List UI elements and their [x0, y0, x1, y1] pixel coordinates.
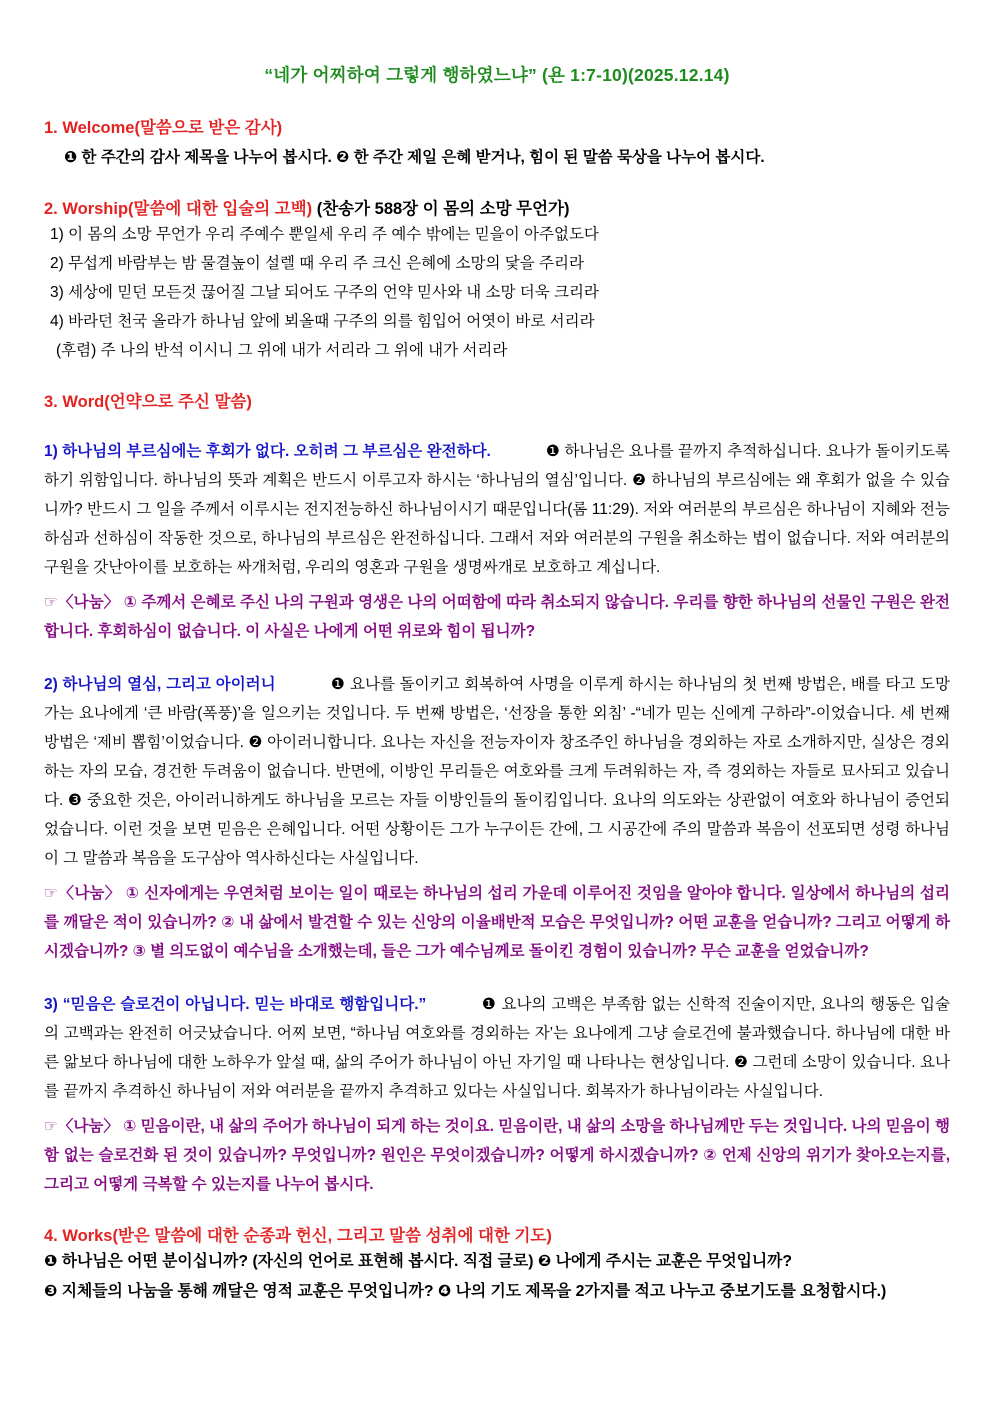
word-point-3-heading: 3) “믿음은 슬로건이 아닙니다. 믿는 바대로 행함입니다.” — [44, 996, 427, 1013]
welcome-body: ❶ 한 주간의 감사 제목을 나누어 봅시다. ❷ 한 주간 제일 은혜 받거나, 힘이 된 말씀 묵상을 나누어 봅시다. — [64, 149, 765, 166]
hymn-refrain: (후렴) 주 나의 반석 이시니 그 위에 내가 서리라 그 위에 내가 서리라 — [56, 342, 508, 359]
section-word — [44, 391, 950, 1199]
word-point-2-body: ❶ 요나를 돌이키고 회복하여 사명을 이루게 하시는 하나님의 첫 번째 방법은, 배를 타고 도망가는 요나에게 ‘큰 바람(폭풍)’을 일으키는 것입니다. 두 번째 방법은, ‘선장을 통한 외침’ -“네가 믿는 신에게 구하라”-이었습니다. 세 번째 방법은 ‘제비 뽑힘’이었습니다. ❷ 아이러니합니다. 요나는 자신을 전능자이자 창조주인 하나님을 경외하는 자로 소개하지만, 실상은 경외하는 자의 모습, 경건한 두려움이 없습니다. 반면에, 이방인 무리들은 여호와를 크게 두려워하는 자, 즉 경외하는 자들로 묘사되고 있습니다. ❸ 중요한 것은, 아이러니하게도 하나님을 모르는 자들 이방인들의 돌이킴입니다. 요나의 의도와는 상관없이 여호와 하나님이 증언되었습니다. 이런 것을 보면 믿음은 은혜입니다. 어떤 상황이든 그가 누구이든 간에, 그 시공간에 주의 말씀과 복음이 선포되면 성령 하나님이 그 말씀과 복음을 도구삼아 역사하신다는 사실입니다. — [44, 676, 950, 867]
section-welcome — [44, 117, 950, 172]
word-point-2 — [44, 670, 950, 873]
word-point-1-heading: 1) 하나님의 부르심에는 후회가 없다. 오히려 그 부르심은 완전하다. — [44, 443, 491, 460]
worship-heading — [44, 198, 950, 220]
works-heading: 4. Works(받은 말씀에 대한 순종과 헌신, 그리고 말씀 성취에 대한 기도) — [44, 1227, 552, 1245]
hymn-verse-1: 1) 이 몸의 소망 무언가 우리 주예수 뿐일세 우리 주 예수 밖에는 믿을이 아주없도다 — [50, 226, 599, 243]
word-point-2-sharing: ☞〈나눔〉 ① 신자에게는 우연처럼 보이는 일이 때로는 하나님의 섭리 가운데 이루어진 것임을 알아야 합니다. 일상에서 하나님의 섭리를 깨달은 적이 있습니까? ② 내 삶에서 발견할 수 있는 신앙의 이율배반적 모습은 무엇입니까? 어떤 교훈을 얻습니까? 그리고 어떻게 하시겠습니까? ③ 별 의도없이 예수님을 소개했는데, 들은 그가 예수님께로 돌이킨 경험이 있습니까? 무슨 교훈을 얻었습니까? — [44, 885, 950, 960]
word-point-3 — [44, 990, 950, 1106]
welcome-heading: 1. Welcome(말씀으로 받은 감사) — [44, 119, 283, 137]
word-point-2-heading: 2) 하나님의 열심, 그리고 아이러니 — [44, 676, 276, 693]
page-title: “네가 어찌하여 그렇게 행하였느냐” (욘 1:7-10)(2025.12.14) — [264, 65, 730, 85]
works-line-2: ❸ 지체들의 나눔을 통해 깨달은 영적 교훈은 무엇입니까? ❹ 나의 기도 제목을 2가지를 적고 나누고 중보기도를 요청합시다.) — [44, 1283, 887, 1300]
hymn-name: (찬송가 588장 이 몸의 소망 무언가) — [312, 200, 570, 218]
word-point-1-sharing: ☞〈나눔〉 ① 주께서 은혜로 주신 나의 구원과 영생은 나의 어떠함에 따라 취소되지 않습니다. 우리를 향한 하나님의 선물인 구원은 완전합니다. 후회하심이 없습니다. 이 사실은 나에게 어떤 위로와 힘이 됩니까? — [44, 594, 950, 640]
word-point-3-sharing: ☞〈나눔〉 ① 믿음이란, 내 삶의 주어가 하나님이 되게 하는 것이요. 믿음이란, 내 삶의 소망을 하나님께만 두는 것입니다. 나의 믿음이 행함 없는 슬로건화 된 것이 있습니까? 무엇입니까? 원인은 무엇이겠습니까? 어떻게 하시겠습니까? ② 언제 신앙의 위기가 찾아오는지를, 그리고 어떻게 극복할 수 있는지를 나누어 봅시다. — [44, 1118, 950, 1193]
section-works — [44, 1225, 950, 1307]
hymn-verse-4: 4) 바라던 천국 올라가 하나님 앞에 뵈올때 구주의 의를 힘입어 어엿이 바로 서리라 — [50, 313, 595, 330]
section-worship — [44, 198, 950, 365]
hymn-verse-2: 2) 무섭게 바람부는 밤 물결높이 설렐 때 우리 주 크신 은혜에 소망의 닻을 주리라 — [50, 255, 584, 272]
hymn-verse-3: 3) 세상에 믿던 모든것 끊어질 그날 되어도 구주의 언약 믿사와 내 소망 더욱 크리라 — [50, 284, 599, 301]
word-point-1-body: ❶ 하나님은 요나를 끝까지 추적하십니다. 요나가 돌이키도록 하기 위함입니다. 하나님의 뜻과 계획은 반드시 이루고자 하시는 ‘하나님의 열심’입니다. ❷ 하나님의 부르심에는 왜 후회가 없을 수 있습니까? 반드시 그 일을 주께서 이루시는 전지전능하신 하나님이시기 때문입니다(롬 11:29). 저와 여러분의 부르심은 하나님이 지혜와 전능하심과 선하심이 작동한 것으로, 하나님의 부르심은 완전하십니다. 그래서 저와 여러분의 구원을 취소하는 법이 없습니다. 저와 여러분의 구원을 갓난아이를 보호하는 싸개처럼, 우리의 영혼과 구원을 생명싸개로 보호하고 계십니다. — [44, 443, 950, 576]
word-point-3-body: ❶ 요나의 고백은 부족함 없는 신학적 진술이지만, 요나의 행동은 입술의 고백과는 완전히 어긋났습니다. 어찌 보면, “하나님 여호와를 경외하는 자’는 요나에게 그냥 슬로건에 불과했습니다. 하나님에 대한 바른 앎보다 하나님에 대한 노하우가 앞설 때, 삶의 주어가 하나님이 아닌 자기일 때 나타나는 현상입니다. ❷ 그런데 소망이 있습니다. 요나를 끝까지 추격하신 하나님이 저와 여러분을 끝까지 추격하고 있다는 사실입니다. 회복자가 하나님이라는 사실입니다. — [44, 996, 950, 1100]
word-heading: 3. Word(언약으로 주신 말씀) — [44, 393, 252, 411]
worship-heading-label: 2. Worship(말씀에 대한 입술의 고백) — [44, 200, 313, 218]
word-point-1 — [44, 437, 950, 582]
works-line-1: ❶ 하나님은 어떤 분이십니까? (자신의 언어로 표현해 봅시다. 직접 글로) ❷ 나에게 주시는 교훈은 무엇입니까? — [44, 1253, 793, 1270]
